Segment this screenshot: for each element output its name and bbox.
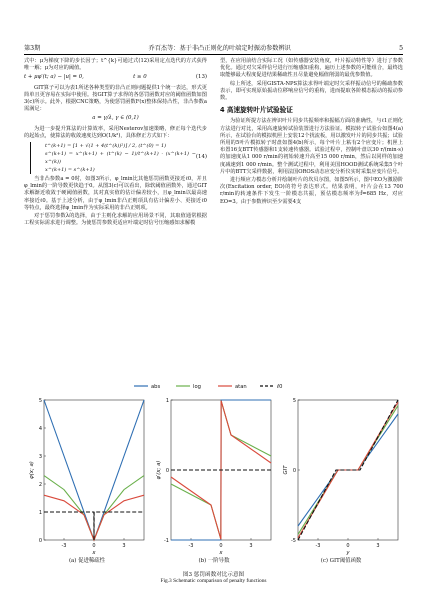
running-title: 乔百杰等：基于非凸正则化的叶端定时振动参数辨识 [148, 45, 291, 52]
subcaption-a: (a) 促进稀疏性 [68, 558, 106, 564]
page-number: 5 [399, 45, 403, 52]
y-tick-label: 1 [38, 509, 42, 516]
y-tick-label: -5 [291, 537, 296, 544]
x-axis-label: y [346, 550, 350, 556]
y-tick-label: 1 [165, 397, 169, 404]
figure-caption-en: Fig.3 Schematic comparison of penalty functions [160, 578, 267, 584]
section-heading: 4 高速旋转叶片试验验证 [220, 106, 293, 115]
equation-number: (13) [195, 74, 207, 81]
paragraph: 为验证所提方法在辨识叶片同步共振频率和振幅方面的准确性，与ℓ1正则化方法进行对比，采用高速旋转试验装置进行方法验证。模拟转子试验台如图4(a)所示，在试验台的模拟机匣上安装12个扰流板，用以激发叶片的同步共振；试验所用的5叶片模拟转子时盘如图4(b)所示，每个叶片上粘有2个应变片；机匣上布置16支BTT传感器和1支转速传感器。试验过程中，控制叶盘以30 r/(min·s)的加速度从1 000 r/min的初始转速升高至15 000 r/min，然后以同样的加速度减速到1 000 r/min。整个测试过程中，利用美国HOOD测试系统采集5个叶片中的BTT欠采样数据，利用法国OROS动态应变分析仪实时采集应变片信号。 [220, 118, 403, 175]
paragraph: 对于惩罚参数λ的选择，由于主则化求解的应用场景不同，其取值通常根据工程实际需求进行调整。为使惩罚参数更适应叶端定时信号压缩感知求解模 [24, 213, 207, 227]
y-tick-label: 5 [38, 397, 42, 404]
y-tick-label: 4 [38, 425, 42, 432]
left-column [24, 58, 207, 228]
figure-plots [24, 378, 403, 568]
y-axis-label: GIT [283, 465, 289, 475]
equation-14 [24, 142, 207, 174]
equation-number: (14) [195, 154, 207, 161]
x-tick-label: 3 [376, 543, 380, 549]
x-tick-label: -3 [315, 543, 321, 549]
x-tick-label: 0 [92, 543, 96, 549]
x-tick-label: -3 [61, 543, 67, 549]
y-tick-label: -1 [164, 537, 169, 544]
paragraph: 式中：μ为梯度下降的步长因子；t^{k}可通过式(12)采用定点迭代的方式获得唯一解；μ为对应的阈值。 [24, 58, 207, 72]
x-tick-label: 0 [219, 543, 223, 549]
issue-label: 第3期 [24, 45, 41, 52]
running-header [24, 40, 403, 55]
equation-system: t^(k+1) = [1 + √(1 + 4(t^(k))²)] / 2, (t^(0) = 1) s^(k+1) = x^(k+1) + (t^(k) − 1)/t^(k+1) · (x^(k+1) − x^(k)) x^(k+1) = s^(k+1) [30, 142, 196, 174]
x-tick-label: 3 [122, 543, 126, 549]
equation-a: a = γ/λ, γ ∈ (0,1) [92, 115, 139, 122]
x-axis-label: x [92, 550, 96, 556]
y-tick-label: 0 [165, 467, 169, 474]
equation-cond: t ≥ 0 [133, 74, 147, 81]
paragraph: GIT算子可以为表1所述各种类型的非凸正则问题提供1个统一表达，形式更简单且更容易在实际中使用。按GIT算子求得的各惩罚函数对应的阈值函数如图3(c)所示。此外，根据CNC策略，为使惩罚函数F(x)整体保持凸性，非凸参数a需满足： [24, 84, 207, 113]
subcaption-b: (b) 一阶导数 [198, 558, 230, 564]
figure-3 [24, 378, 403, 588]
x-tick-label: 3 [249, 543, 253, 549]
legend-label: ℓ0 [277, 384, 283, 390]
equation-lhs: t + μφ′(t; a) − |u| = 0, [24, 74, 84, 81]
right-column [220, 58, 403, 207]
x-axis-label: x [219, 550, 223, 556]
paragraph: 当非凸参数a = 0时，如图3所示，φ_lmin比其他惩罚函数更接近ℓ0，并且φ_lmin的一阶导数更快趋于0。从图3(c)可以看出，除软阈值函数外，通过GIT求解渐近收敛于硬阈值函数，其对真实值的估计偏差较小，且φ_lmin以最高速率接近ℓ0。基于上述分析，由于φ_lmin非凸正则项具有估计偏差小、更接近ℓ0等特点，最终选择φ_lmin作为实际采用的非凸正则项。 [24, 176, 207, 211]
subcaption-c: (c) GIT阈值函数 [320, 558, 362, 564]
x-tick-label: -3 [188, 543, 194, 549]
series-line-l0 [44, 512, 144, 540]
legend-label: atan [235, 384, 247, 390]
y-tick-label: 2 [38, 481, 42, 488]
y-tick-label: 0 [292, 467, 296, 474]
equation-13 [24, 74, 207, 81]
legend-label: abs [151, 384, 161, 390]
figure-caption-cn: 图3 惩罚函数对比示意图 [182, 572, 245, 578]
y-tick-label: 0 [38, 537, 42, 544]
paragraph: 综上所述，采用GISTA-NPS算法求得叶端定时欠采样振动信号的稀疏参数表示，即可实现原始振动位移响应信号的重构，进而提取各阶模态振动的振动参数。 [220, 80, 403, 102]
legend-label: log [193, 384, 201, 390]
paragraph: 型，在应用前结合实际工况（如传感器安装角度，叶片振动特性等）进行了参数优化。通过对欠采样信号进行压缩感知重构，遍历上述参数的可能组合，最终选取能够最大程度促进结果稀疏性且尽量避免幅值削弱的最优参数值。 [220, 58, 403, 79]
x-tick-label: 0 [346, 543, 350, 549]
y-axis-label: φ′(x; a) [156, 460, 162, 480]
paragraph: 为进一步提升算法的计算效率，采用Nesterov加速策略，修正每个迭代步的起始点，使算法的收敛速度达到O(1/k²)，具体修正方式如下： [24, 125, 207, 139]
paragraph: 进行频应力模态分析并绘制叶片的坎贝尔图，如图5所示，图中EO为激励阶次(Excitation order, EO)的符号表达形式。结果表明，叶片会在13 700 r/min的转速条件下发生一阶模态共振，预估模态频率为f̄=685 Hz，对应EO=3。由于参数辨识至少需要4支 [220, 177, 403, 205]
series-line-l0 [298, 400, 398, 540]
y-tick-label: 5 [292, 397, 296, 404]
y-tick-label: 3 [38, 453, 42, 460]
y-axis-label: φ(x; a) [29, 461, 35, 479]
